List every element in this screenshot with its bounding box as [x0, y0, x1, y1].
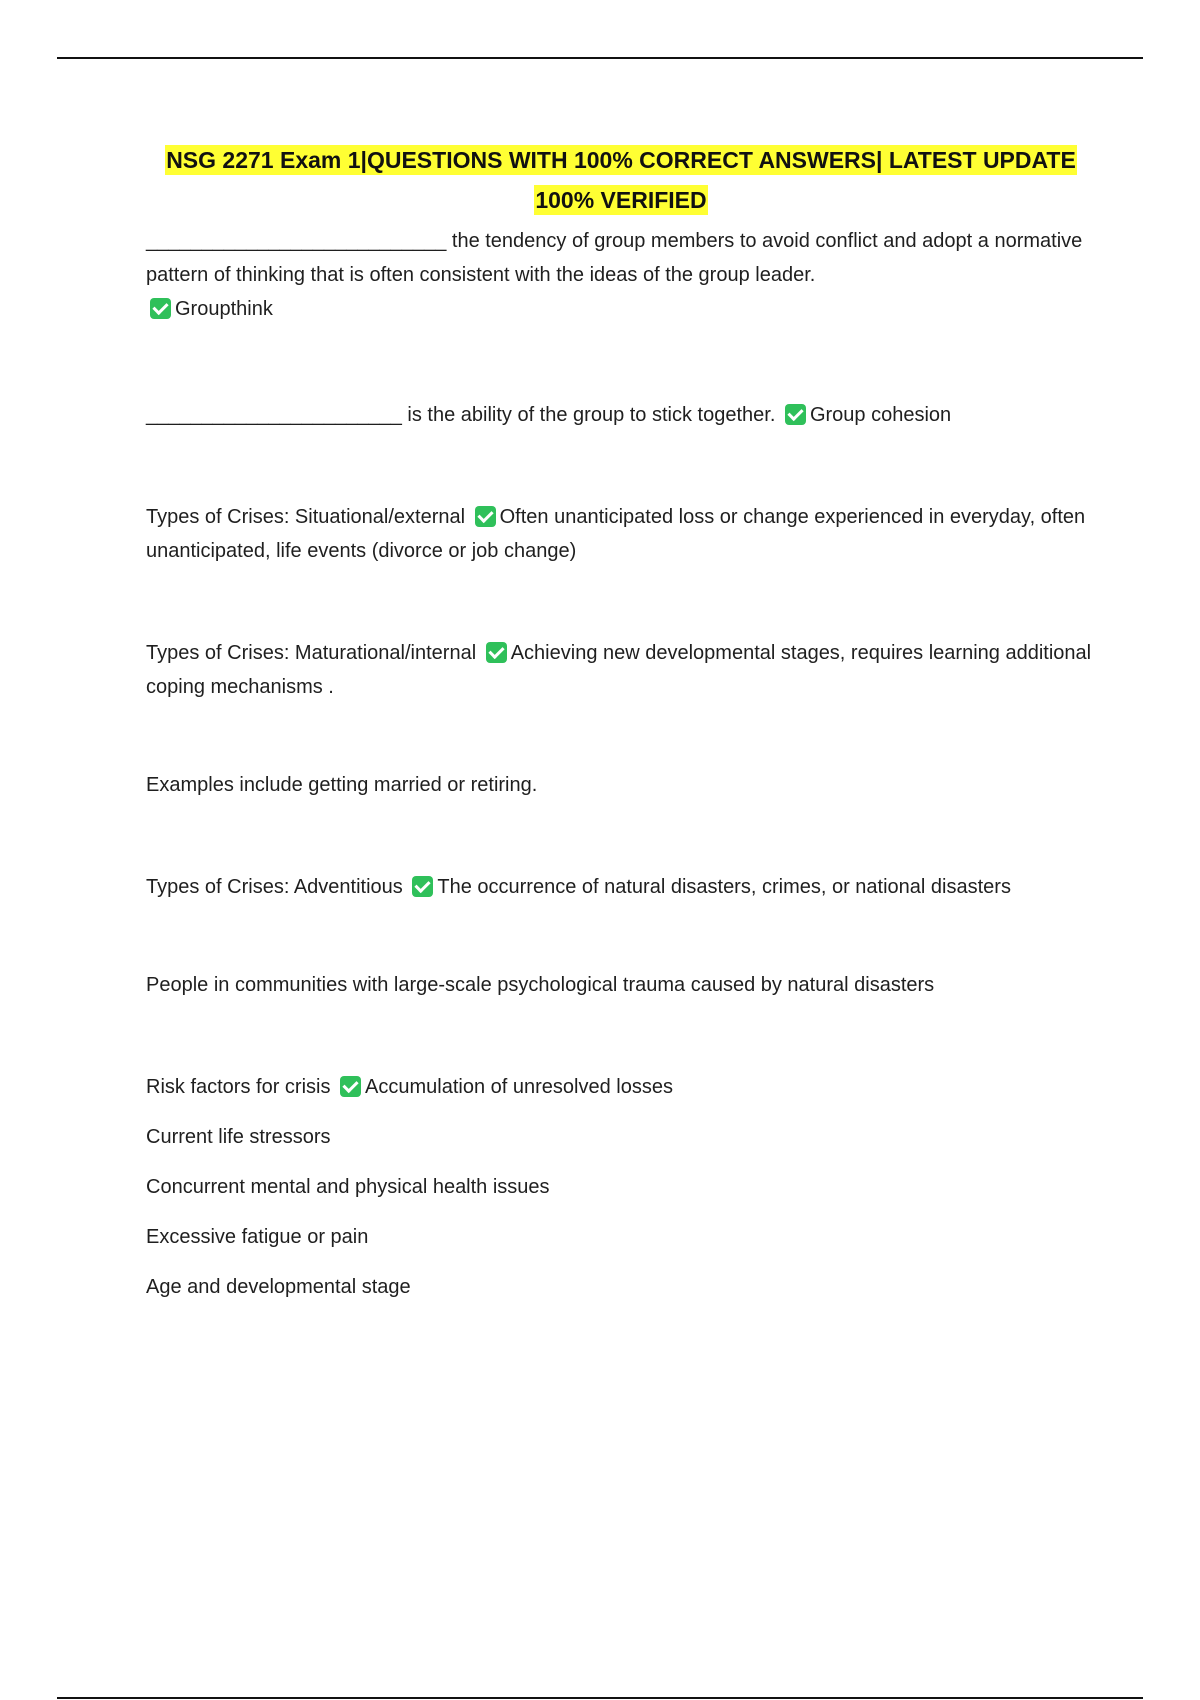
title-line-2: 100% VERIFIED — [535, 187, 707, 213]
footer-rule — [57, 1697, 1143, 1699]
check-mark-icon — [486, 642, 507, 663]
check-mark-icon — [785, 404, 806, 425]
question-text: Types of Crises: Maturational/internal — [146, 642, 477, 664]
answer-blank: _______________________ — [146, 404, 402, 426]
question-adventitious-crisis — [146, 870, 1096, 904]
question-group-cohesion — [146, 398, 1096, 432]
header-rule — [57, 57, 1143, 59]
answer-text: Groupthink — [175, 298, 273, 320]
answer-text: Often unanticipated loss or change experienced in everyday, often unanticipated, life events (divorce or job change) — [146, 506, 1086, 562]
question-text: is the ability of the group to stick together. — [401, 404, 776, 426]
question-groupthink — [146, 224, 1096, 326]
question-text: Types of Crises: Adventitious — [146, 876, 403, 898]
answer-continuation: Examples include getting married or retiring. — [146, 774, 538, 796]
question-text: Risk factors for crisis — [146, 1076, 331, 1098]
check-mark-icon — [475, 506, 496, 527]
document-body — [146, 140, 1096, 1320]
answer-blank: ___________________________ — [146, 230, 447, 252]
answer-text: Accumulation of unresolved losses — [365, 1076, 673, 1098]
question-text: Types of Crises: Situational/external — [146, 506, 466, 528]
title-line-1: NSG 2271 Exam 1|QUESTIONS WITH 100% CORRECT ANSWERS| LATEST UPDATE — [166, 147, 1076, 173]
answer-text: Group cohesion — [809, 404, 952, 426]
answer-text: The occurrence of natural disasters, crimes, or national disasters — [437, 876, 1011, 898]
list-item: Age and developmental stage — [146, 1276, 411, 1298]
question-situational-crisis — [146, 500, 1096, 568]
list-item: Concurrent mental and physical health issues — [146, 1176, 550, 1198]
list-item: Excessive fatigue or pain — [146, 1226, 369, 1248]
question-maturational-crisis — [146, 636, 1096, 704]
check-mark-icon — [340, 1076, 361, 1097]
check-mark-icon — [150, 298, 171, 319]
check-mark-icon — [412, 876, 433, 897]
question-text: the tendency of group members to avoid conflict and adopt a normative pattern of thinking that is often consistent with the ideas of the group leader. — [146, 230, 1083, 286]
list-item: Current life stressors — [146, 1126, 331, 1148]
question-risk-factors — [146, 1070, 1096, 1104]
answer-text: Achieving new developmental stages, requires learning additional coping mechanisms . — [146, 642, 1092, 698]
document-title — [146, 140, 1096, 220]
answer-continuation: People in communities with large-scale psychological trauma caused by natural disasters — [146, 974, 935, 996]
